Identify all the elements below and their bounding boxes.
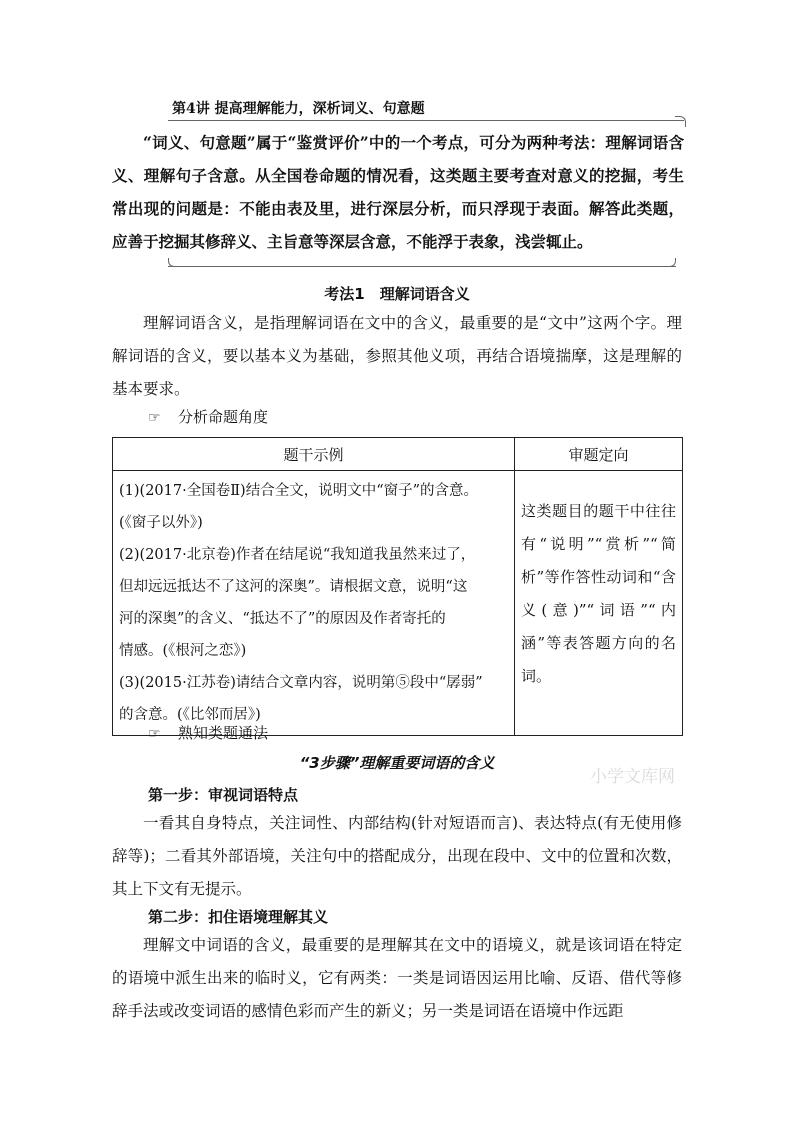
step1-paragraph: 一看其自身特点，关注词性、内部结构(针对短语而言)、表达特点(有无使用修辞等)；二看其外部语境，关注句中的搭配成分，出现在段中、文中的位置和次数，其上下文有无提示。 [112, 814, 682, 898]
lesson-intro: “词义、句意题”属于“鉴赏评价”中的一个考点，可分为两种考法：理解词语含义、理解句子含意。从全国卷命题的情况看，这类题主要考查对意义的挖掘，考生常出现的问题是：不能由表及里，进行深层分析，而只浮现于表面。解答此类题，应善于挖掘其修辞义、主旨意等深层含意，不能浮于表象，浅尝辄止。 [112, 133, 684, 251]
bullet-methods [148, 722, 268, 743]
direction-cell: 这类题目的题干中往往有“说明”“赏析”“简析”等作答性动词和“含义(意)”“词语”“内涵”等表答题方向的名词。 [515, 471, 683, 736]
example-line: 的含意。(《比邻而居》) [119, 707, 261, 723]
table-row [113, 471, 683, 736]
table-header-direction: 审题定向 [515, 438, 683, 471]
example-line: (《窗子以外》) [119, 515, 203, 531]
header-bottom-rule [168, 266, 676, 267]
method1-paragraph: 理解词语含义，是指理解词语在文中的含义，最重要的是“文中”这两个字。理解词语的含义，要以基本义为基础，参照其他义项，再结合语境揣摩，这是理解的基本要求。 [112, 314, 682, 398]
example-line: 但却远远抵达不了这河的深奥”。请根据文意，说明“这 [119, 579, 468, 595]
table-header-examples: 题干示例 [113, 438, 515, 471]
example-line: (1)(2017·全国卷Ⅱ)结合全文，说明文中“窗子”的含意。 [119, 483, 479, 499]
bullet-methods-label: 熟知类题通法 [178, 724, 269, 742]
lesson-header [112, 98, 684, 272]
pointing-hand-icon: ☞ [148, 726, 161, 742]
example-line: 河的深奥”的含义、“抵达不了”的原因及作者寄托的 [119, 611, 446, 627]
analysis-table [112, 437, 683, 736]
bullet-analysis [148, 406, 268, 427]
pointing-hand-icon: ☞ [148, 410, 161, 426]
lesson-title: 第4讲 提高理解能力，深析词义、句意题 [172, 101, 425, 117]
header-top-rule [168, 120, 684, 121]
method1-title: 考法1 理解词语含义 [324, 285, 470, 303]
example-line: 情感。(《根河之恋》) [119, 643, 247, 659]
bullet-analysis-label: 分析命题角度 [178, 408, 269, 426]
examples-cell [113, 471, 515, 736]
example-line: (3)(2015·江苏卷)请结合文章内容，说明第⑤段中“孱弱” [119, 675, 483, 691]
step2-paragraph: 理解文中词语的含义，最重要的是理解其在文中的语境义，就是该词语在特定的语境中派生出来的临时义，它有两类：一类是词语因运用比喻、反语、借代等修辞手法或改变词语的感情色彩而产生的新义；另一类是词语在语境中作远距 [112, 936, 682, 1020]
steps-title: “3步骤”理解重要词语的含义 [299, 754, 495, 772]
header-bottom-corner-left [168, 258, 177, 267]
step1-title: 第一步：审视词语特点 [148, 786, 299, 804]
table-header-row [113, 438, 683, 471]
example-line: (2)(2017·北京卷)作者在结尾说“我知道我虽然来过了， [119, 547, 476, 563]
step2-title: 第二步：扣住语境理解其义 [148, 908, 329, 926]
watermark: 小学文库网 [590, 767, 675, 787]
